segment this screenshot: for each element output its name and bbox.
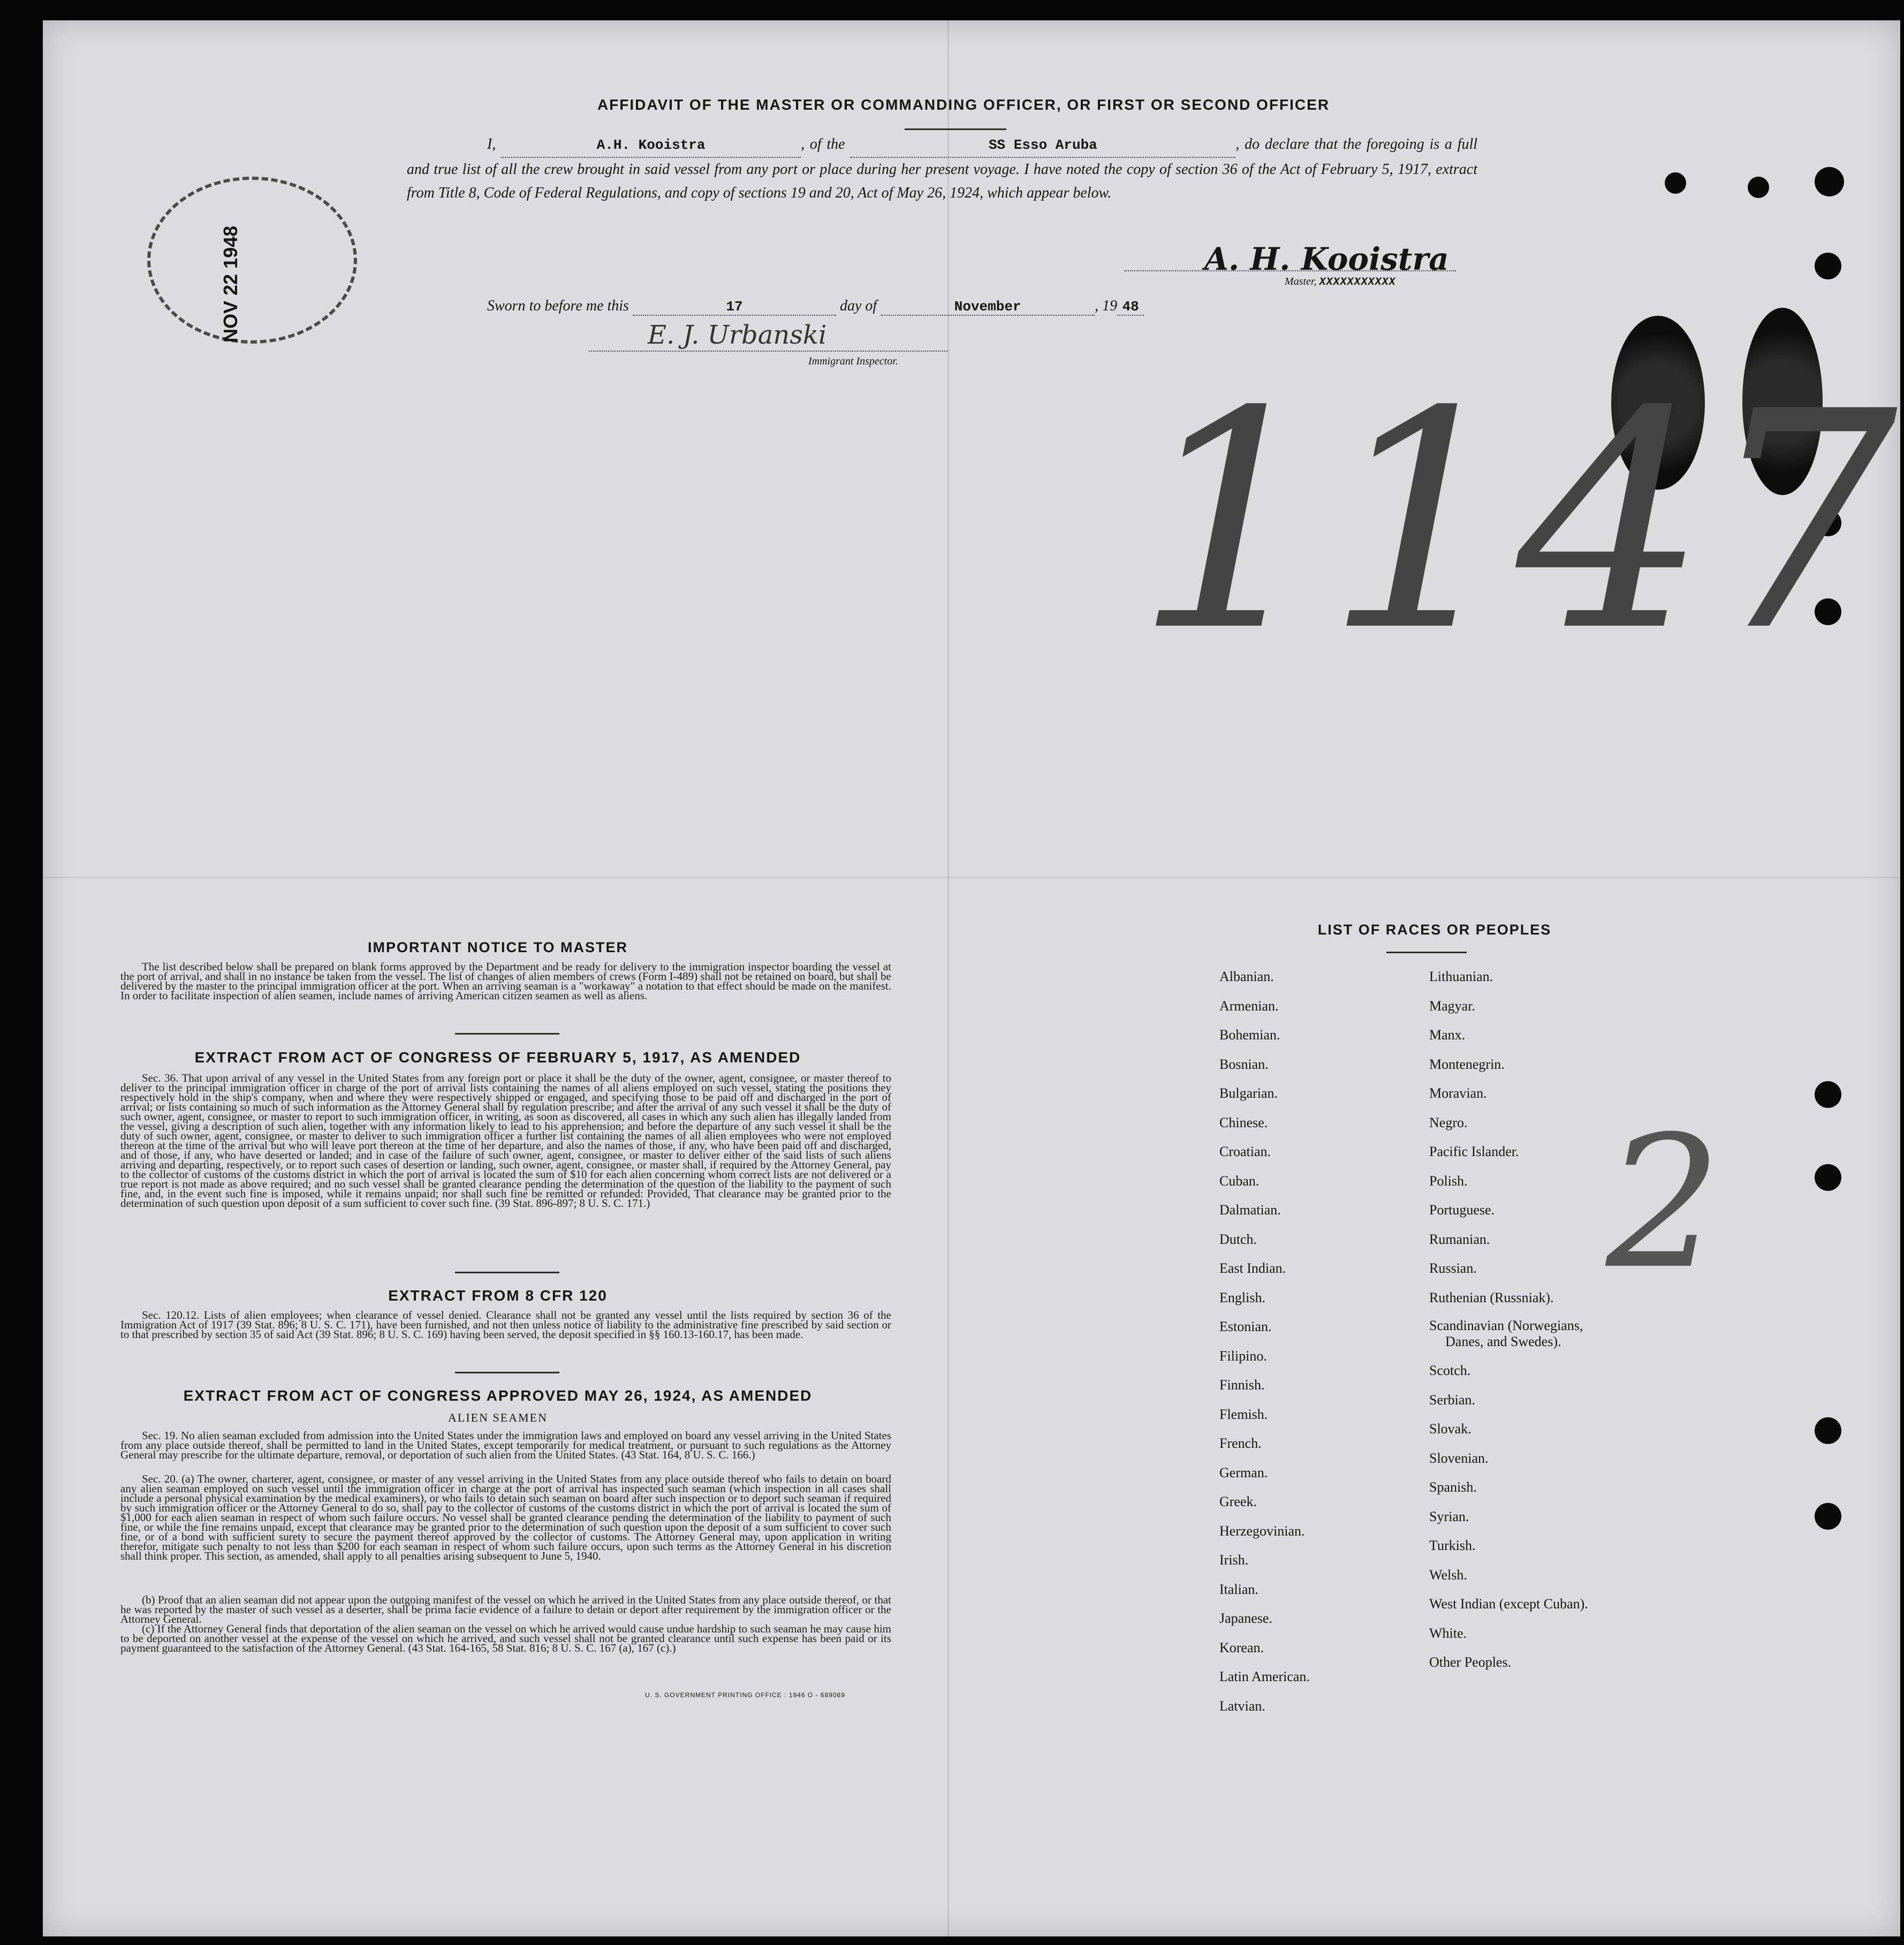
race-item: Dalmatian. xyxy=(1219,1202,1281,1218)
race-item: Filipino. xyxy=(1219,1348,1267,1364)
sworn-year-field: 48 xyxy=(1117,299,1144,316)
punch-hole xyxy=(1815,1081,1841,1108)
race-item: Manx. xyxy=(1429,1027,1466,1043)
race-item: Bohemian. xyxy=(1219,1027,1280,1043)
sworn-line xyxy=(487,298,1144,316)
race-item: Bulgarian. xyxy=(1219,1085,1278,1101)
extract-1917-body: Sec. 36. That upon arrival of any vessel in the United States from any foreign port or place it shall be the duty of the owner, agent, consignee, or master thereof to deliver to the principal immigration officer in charge of the port of arrival lists containing the names of all aliens employed on such vessel, stating the positions they respectively hold in the ship's company, when and where they were respectively shipped or engaged, and specifying those to be paid off and discharged in the port of arrival; or lists containing so much of such information as the Attorney General shall by regulation prescribe; and after the arrival of any such vessel it shall be the duty of such owner, agent, consignee, or master to report to such immigration officer, in writing, as soon as discovered, all cases in which any such alien has illegally landed from the vessel, giving a description of such alien, together with any information likely to lead to his apprehension; and before the departure of any such vessel it shall be the duty of such owner, agent, consignee, or master to deliver to such immigration officer a further list containing the names of all alien employees who were not employed thereon at the time of the arrival but who will leave port thereon at the time of her departure, and also the names of those, if any, who have been paid off and discharged, and of those, if any, who have deserted or landed; and in case of the failure of such owner, agent, consignee, or master to deliver either of the said lists of such aliens arriving and departing, respectively, or to report such cases of desertion or landing, such owner, agent, consignee, or master shall, if required by the Attorney General, pay to the collector of customs of the customs district in which the port of arrival is located the sum of $10 for each alien concerning whom correct lists are not delivered or a true report is not made as above required; and no such vessel shall be granted clearance pending the determination of the question of the liability to the payment of such fine, and, in the event such fine is imposed, while it remains unpaid; nor shall such fine be remitted or refunded: Provided, That clearance may be granted prior to the determination of such question upon deposit of a sum sufficient to cover such fine. (39 Stat. 896-897; 8 U. S. C. 171.) xyxy=(120,1072,891,1210)
handwritten-number: 1147 xyxy=(1135,348,1898,697)
race-item: Cuban. xyxy=(1219,1173,1260,1189)
fold-line-horizontal xyxy=(43,877,1900,878)
race-item: Flemish. xyxy=(1219,1406,1268,1422)
race-item: Chinese. xyxy=(1219,1114,1268,1130)
race-item: Irish. xyxy=(1219,1552,1249,1568)
notice-body: The list described below shall be prepared on blank forms approved by the Department and be ready for delivery to the immigration inspector boarding the vessel at the port of arrival, and shall in no instance be taken from the vessel. The list of changes of alien members of crews (Form I-489) shall not be retained on board, but shall be delivered by the master to the principal immigration officer at the port. When an arriving seaman is a "workaway" a notation to that effect should be made on the manifest. In order to facilitate inspection of alien seamen, include names of arriving American citizen seamen as well as aliens. xyxy=(120,960,891,1002)
divider xyxy=(455,1272,559,1273)
race-item: Danes, and Swedes). xyxy=(1445,1334,1561,1349)
race-item: Japanese. xyxy=(1219,1610,1272,1626)
race-item: Other Peoples. xyxy=(1429,1654,1512,1670)
inspector-label: Immigrant Inspector. xyxy=(808,355,898,367)
race-item: Rumanian. xyxy=(1429,1231,1490,1247)
race-item: Herzegovinian. xyxy=(1219,1523,1305,1539)
race-item: Slovenian. xyxy=(1429,1450,1489,1466)
punch-hole xyxy=(1815,1164,1841,1191)
affidavit-of-the: , of the xyxy=(801,136,845,153)
extract-1924-title: EXTRACT FROM ACT OF CONGRESS APPROVED MAY 26, 1924, AS AMENDED xyxy=(183,1387,813,1404)
divider xyxy=(455,1372,559,1373)
extract-cfr-body: Sec. 120.12. Lists of alien employees; when clearance of vessel denied. Clearance shall not be granted any vessel until the lists required by section 36 of the Immigration Act of 1917 (39 Stat. 896; 8 U. S. C. 171), have been furnished, and not then unless notice of liability to the administrative fine prescribed by said section or to that prescribed by section 35 of said Act (39 Stat. 896; 8 U. S. C. 169) having been served, the deposit specified in §§ 160.13-160.17, has been made. xyxy=(120,1309,891,1341)
sworn-month-field: November xyxy=(881,299,1095,316)
extract-1924-subtitle: ALIEN SEAMEN xyxy=(448,1411,548,1424)
race-item: German. xyxy=(1219,1464,1268,1480)
signature-line xyxy=(1124,270,1456,271)
race-item: Latin American. xyxy=(1219,1669,1310,1684)
race-item: Syrian. xyxy=(1429,1508,1469,1524)
handwritten-number: 2 xyxy=(1606,1097,1722,1309)
race-item: East Indian. xyxy=(1219,1260,1286,1276)
sec20a-body: Sec. 20. (a) The owner, charterer, agent, consignee, or master of any vessel arriving in the United States from any place outside thereof who fails to detain on board any alien seaman employed on such vessel until the immigration officer in charge at the port of arrival has inspected such seaman (which inspection in all cases shall include a personal physical examination by the medical examiners), or who fails to detain such seaman on board after such inspection or to deport such seaman if required by such immigration officer or the Attorney General to do so, shall pay to the collector of customs of the customs district in which the port of arrival is located the sum of $1,000 for each alien seaman in respect of whom such failure occurs. No vessel shall be granted clearance pending the determination of the liability to payment of such fine, or while the fine remains unpaid, except that clearance may be granted prior to the determination of such question upon the deposit of a sum sufficient to cover such fine, or of a bond with sufficient surety to secure the payment thereof approved by the collector of customs. The Attorney General may, upon application in writing therefor, mitigate such penalty to not less than $200 for each seaman in respect of whom such failure occurs, upon such terms as the Attorney General in his discretion shall think proper. This section, as amended, shall apply to all penalties arising subsequent to June 5, 1940. xyxy=(120,1472,891,1562)
sworn-day-of: day of xyxy=(839,298,877,314)
punch-hole xyxy=(1815,167,1844,196)
affidavit-i: I, xyxy=(487,136,496,153)
master-signature: A. H. Kooistra xyxy=(1204,241,1449,277)
race-item: Latvian. xyxy=(1219,1698,1265,1714)
race-item: West Indian (except Cuban). xyxy=(1429,1596,1588,1612)
race-item: Croatian. xyxy=(1219,1144,1271,1159)
notice-title: IMPORTANT NOTICE TO MASTER xyxy=(368,939,628,955)
extract-1917-title: EXTRACT FROM ACT OF CONGRESS OF FEBRUARY 5, 1917, AS AMENDED xyxy=(194,1049,801,1066)
inspector-signature: E. J. Urbanski xyxy=(648,320,827,350)
divider xyxy=(1386,952,1467,953)
extract-cfr-title: EXTRACT FROM 8 CFR 120 xyxy=(388,1287,608,1304)
race-item: Dutch. xyxy=(1219,1231,1257,1247)
date-stamp xyxy=(147,177,357,344)
vessel-name-field: SS Esso Aruba xyxy=(850,133,1235,158)
race-item: French. xyxy=(1219,1435,1262,1451)
race-item: Scotch. xyxy=(1429,1363,1471,1378)
stamp-date: NOV 22 1948 xyxy=(219,225,241,343)
race-item: Finnish. xyxy=(1219,1377,1265,1393)
race-item: White. xyxy=(1429,1625,1467,1641)
race-item: Polish. xyxy=(1429,1173,1468,1189)
printer-imprint: U. S. GOVERNMENT PRINTING OFFICE : 1946 O - 689069 xyxy=(645,1691,845,1699)
race-item: Moravian. xyxy=(1429,1085,1487,1101)
races-col1 xyxy=(1219,962,1310,1721)
divider xyxy=(455,1033,559,1035)
divider xyxy=(905,128,1006,130)
race-item: Russian. xyxy=(1429,1260,1477,1276)
struck-label: XXXXXXXXXXX xyxy=(1319,276,1396,288)
race-item: Scandinavian (Norwegians, xyxy=(1429,1318,1583,1333)
sec19-body: Sec. 19. No alien seaman excluded from admission into the United States under the immigration laws and employed on board any vessel arriving in the United States from any place outside thereof, shall be permitted to land in the United States, except temporarily for medical treatment, or pursuant to such regulations as the Attorney General may prescribe for the ultimate departure, removal, or deportation of such alien from the United States. (43 Stat. 164, 8 U. S. C. 166.) xyxy=(120,1429,891,1461)
race-item: Magyar. xyxy=(1429,998,1475,1014)
race-item: Serbian. xyxy=(1429,1392,1475,1408)
race-item: Welsh. xyxy=(1429,1567,1467,1583)
punch-hole xyxy=(1815,1417,1841,1444)
punch-hole xyxy=(1748,177,1769,198)
races-title: LIST OF RACES OR PEOPLES xyxy=(1317,922,1552,938)
sworn-day-field: 17 xyxy=(633,299,836,316)
races-col2 xyxy=(1429,962,1588,1677)
race-item: Pacific Islander. xyxy=(1429,1144,1519,1159)
punch-hole xyxy=(1665,172,1686,194)
race-item: Estonian. xyxy=(1219,1319,1272,1334)
sworn-text: Sworn to before me this xyxy=(487,298,629,314)
race-item: Portuguese. xyxy=(1429,1202,1495,1218)
race-item: Ruthenian (Russniak). xyxy=(1429,1289,1554,1305)
race-item: Montenegrin. xyxy=(1429,1056,1505,1072)
race-item: Negro. xyxy=(1429,1114,1468,1130)
race-item: Armenian. xyxy=(1219,998,1279,1014)
race-item: Turkish. xyxy=(1429,1538,1476,1553)
sec20c-body: (c) If the Attorney General finds that deportation of the alien seaman on the vessel on which he arrived would cause undue hardship to such seaman he may cause him to be deported on another vessel at the expense of the vessel on which he arrived, and such vessel shall not be granted clearance until such expense has been paid or its payment guaranteed to the satisfaction of the Attorney General. (43 Stat. 164-165, 58 Stat. 816; 8 U. S. C. 167 (a), 167 (c).) xyxy=(120,1622,891,1654)
master-label-text: Master, xyxy=(1285,276,1317,287)
race-item: Spanish. xyxy=(1429,1479,1477,1495)
race-item: English. xyxy=(1219,1289,1265,1305)
race-item: Bosnian. xyxy=(1219,1056,1269,1072)
master-name-field: A.H. Kooistra xyxy=(501,133,801,158)
affidavit-body xyxy=(407,133,1477,205)
affidavit-declare: , do declare that the foregoing is a full and true list of all the crew brought in said vessel from any port or place during her present voyage. I have noted the copy of section 36 of the Act of February 5, 1917, extract from Title 8, Code of Federal Regulations, and copy of sections 19 and 20, Act of May 26, 1924, which appear below. xyxy=(407,136,1478,201)
punch-hole xyxy=(1815,1503,1841,1530)
race-item: Italian. xyxy=(1219,1581,1258,1597)
master-label xyxy=(1285,276,1395,288)
year-prefix: , 19 xyxy=(1095,298,1118,314)
affidavit-title: AFFIDAVIT OF THE MASTER OR COMMANDING OFFICER, OR FIRST OR SECOND OFFICER xyxy=(597,96,1330,113)
sec20b-body: (b) Proof that an alien seaman did not appear upon the outgoing manifest of the vessel on which he arrived in the United States from any place outside thereof, or that he was reported by the master of such vessel as a deserter, shall be prima facie evidence of a failure to detain or deport after requirement by the immigration officer or the Attorney General. xyxy=(120,1593,891,1625)
inspector-line xyxy=(589,351,947,352)
race-item: Korean. xyxy=(1219,1639,1264,1655)
race-item: Albanian. xyxy=(1219,969,1274,984)
race-item: Greek. xyxy=(1219,1494,1257,1509)
punch-hole xyxy=(1815,253,1841,279)
race-item: Slovak. xyxy=(1429,1421,1471,1437)
race-item: Lithuanian. xyxy=(1429,969,1493,984)
